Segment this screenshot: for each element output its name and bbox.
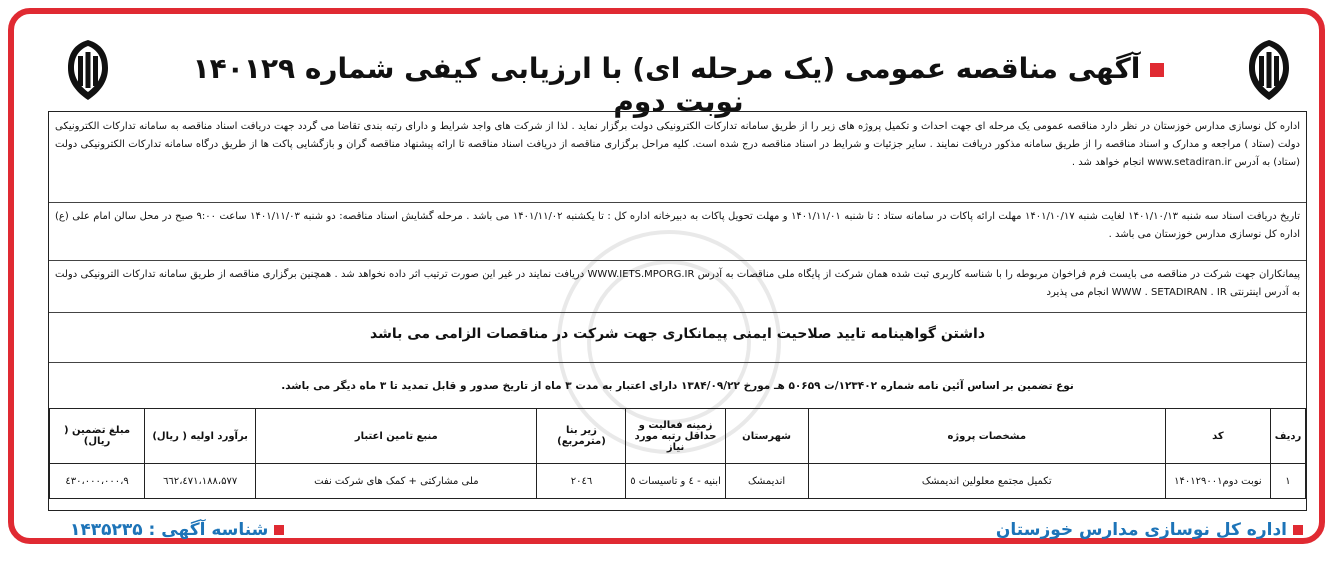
col-funding: منبع تامین اعتبار: [256, 409, 537, 464]
divider: [49, 202, 1306, 203]
emblem-icon: [1237, 38, 1301, 102]
notice-frame: [8, 8, 1325, 544]
col-project: مشخصات پروژه: [808, 409, 1165, 464]
footer-org: [996, 520, 1303, 540]
projects-table: [49, 408, 1306, 499]
guarantee-note: نوع تضمین بر اساس آئین نامه شماره ۱۲۳۴۰۲/ت ۵۰۶۵۹ هـ مورخ ۱۳۸۴/۰۹/۲۲ دارای اعتبار به مدت ۳ ماه از تاریخ صدور و قابل تمدید تا ۳ ماه دیگر می باشد.: [281, 380, 1074, 392]
table-row: [50, 464, 1306, 499]
col-city: شهرستان: [725, 409, 808, 464]
col-activity: زمینه فعالیت و حداقل رتبه مورد نیاز: [626, 409, 725, 464]
footer-marker-icon: [274, 525, 284, 535]
footer-org-text: اداره کل نوسازی مدارس خوزستان: [995, 520, 1287, 540]
intro-paragraph: اداره کل نوسازی مدارس خوزستان در نظر دارد مناقصه عمومی یک مرحله ای جهت احداث و تکمیل پروژه های زیر را از طریق سامانه تدارکات الکترونیکی دولت برگزار نماید . لذا از شرکت های واجد شرایط و دارای رتبه بندی تقاضا می گردد جهت دریافت اسناد مناقصه به سامانه تدارکات الکترونیکی دولت (ستاد ) مراجعه و مدارک و اسناد مناقصه را از طریق سامانه مذکور دریافت نمایند . سایر جزئیات و شرایط در اسناد مناقصه درج شده است. کلیه مراحل برگزاری مناقصه از دریافت اسناد مناقصه تا ارائه پیشنهاد مناقصه گران و بازگشایی پاکت ها از طریق درگاه سامانه تدارکات الکترونیکی دولت (ستاد) به آدرس www.setadiran.ir انجام خواهد شد .: [55, 121, 1300, 168]
cell-estimate: ۱۸۸،۵۷۷،٤۷۱،٦٦۲: [145, 464, 256, 499]
registration-paragraph: پیمانکاران جهت شرکت در مناقصه می بایست فرم فراخوان مربوطه را با شناسه کاربری ثبت شده همان شرکت از پایگاه ملی مناقصات به آدرس WWW.IETS.MPORG.IR دریافت نمایند در غیر این صورت ترتیب اثر داده نخواهد شد . همچنین برگزاری مناقصه از طریق سامانه تدارکات الترونیکی دولت به آدرس اینترنتی WWW . SETADIRAN . IR انجام می پذیرد: [55, 269, 1300, 298]
cell-area: ۲۰٤٦: [537, 464, 626, 499]
page-title: [160, 52, 1197, 118]
cell-code: نوبت دوم۱۴۰۱۲۹۰۰۱: [1165, 464, 1270, 499]
cell-project: تکمیل مجتمع معلولین اندیمشک: [808, 464, 1165, 499]
emblem-icon: [56, 38, 120, 102]
safety-notice: داشتن گواهینامه تایید صلاحیت ایمنی پیمانکاری جهت شرکت در مناقصات الزامی می باشد: [369, 326, 985, 342]
title-marker-icon: [1150, 63, 1164, 77]
col-code: کد: [1165, 409, 1270, 464]
header: [40, 36, 1317, 118]
divider: [49, 260, 1306, 261]
footer-ad-id-text: شناسه آگهی : ۱۴۳۵۲۳۵: [70, 520, 269, 540]
divider: [49, 362, 1306, 363]
cell-guarantee: ۹،٤۳۰،۰۰۰،۰۰۰: [50, 464, 145, 499]
col-guarantee: مبلغ تضمین ( ریال): [50, 409, 145, 464]
table-header-row: [50, 409, 1306, 464]
cell-row: ۱: [1270, 464, 1305, 499]
footer-marker-icon: [1293, 525, 1303, 535]
cell-activity: ابنیه - ٤ و تاسیسات ٥: [626, 464, 725, 499]
col-row: ردیف: [1270, 409, 1305, 464]
cell-city: اندیمشک: [725, 464, 808, 499]
dates-paragraph: تاریخ دریافت اسناد سه شنبه ۱۴۰۱/۱۰/۱۳ لغایت شنبه ۱۴۰۱/۱۰/۱۷ مهلت ارائه پاکات در سامانه ستاد : تا شنبه ۱۴۰۱/۱۱/۰۱ و مهلت تحویل پاکات به دبیرخانه اداره کل : تا یکشنبه ۱۴۰۱/۱۱/۰۲ می باشد . مرحله گشایش اسناد مناقصه: دو شنبه ۱۴۰۱/۱۱/۰۳ ساعت ۹:۰۰ صبح در محل سالن امام علی (ع) اداره کل نوسازی مدارس خوزستان می باشد .: [55, 211, 1300, 240]
col-area: زیر بنا (مترمربع): [537, 409, 626, 464]
title-text: آگهی مناقصه عمومی (یک مرحله ای) با ارزیابی کیفی شماره ۱۴۰۱۲۹ نوبت دوم: [192, 52, 1141, 118]
footer: [40, 520, 1317, 542]
notice-box: [48, 111, 1307, 511]
footer-ad-id: [70, 520, 284, 540]
divider: [49, 312, 1306, 313]
col-estimate: برآورد اولیه ( ریال): [145, 409, 256, 464]
cell-funding: ملی مشارکتی + کمک های شرکت نفت: [256, 464, 537, 499]
